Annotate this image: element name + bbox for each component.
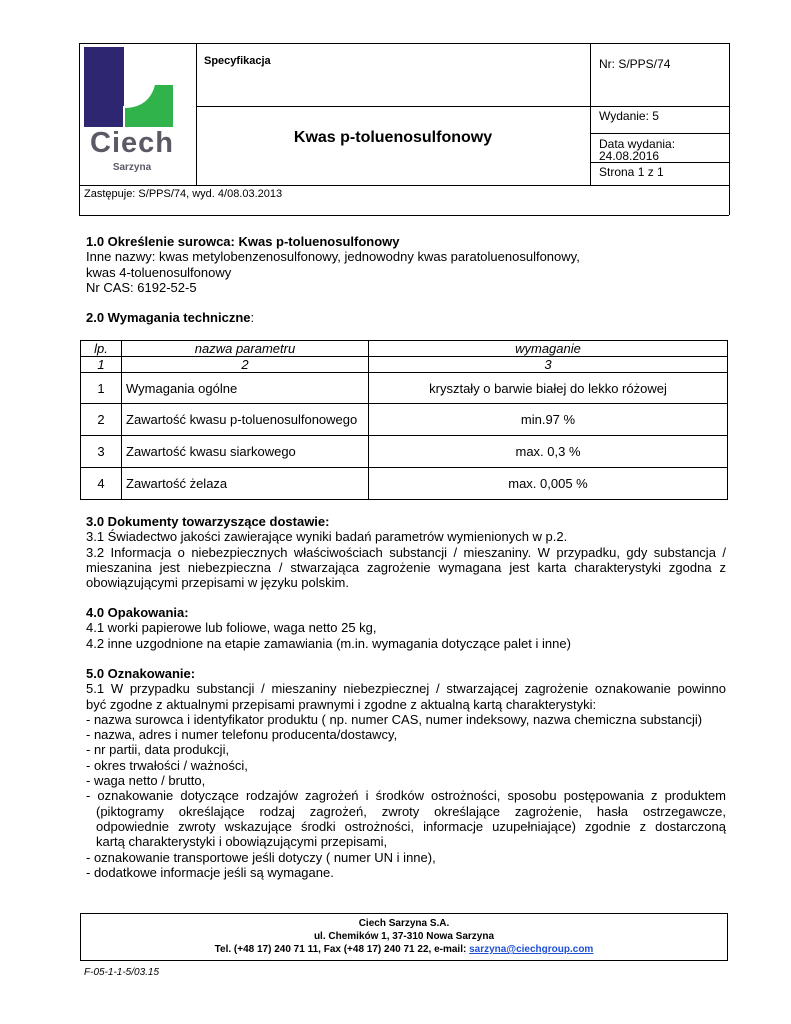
section-1 xyxy=(86,234,726,295)
section-5 xyxy=(86,666,726,880)
cell-requirement: kryształy o barwie białej do lekko różowej xyxy=(369,373,728,404)
header-lp: lp. xyxy=(81,341,122,357)
section-4-line: 4.1 worki papierowe lub foliowe, waga netto 25 kg, xyxy=(86,620,377,636)
section-5-line: - okres trwałości / ważności, xyxy=(86,757,248,773)
requirements-table xyxy=(80,340,728,500)
logo-subtext: Sarzyna xyxy=(112,162,152,173)
table-header-row xyxy=(81,341,728,357)
colnum: 3 xyxy=(369,357,728,373)
section-4-line: 4.2 inne uzgodnione na etapie zamawiania (m.in. wymagania dotyczące palet i inne) xyxy=(86,635,571,651)
footer-address: ul. Chemików 1, 37-310 Nowa Sarzyna xyxy=(313,931,495,942)
section-1-line: Nr CAS: 6192-52-5 xyxy=(86,279,197,295)
section-4 xyxy=(86,605,726,651)
colnum: 2 xyxy=(122,357,369,373)
section-2-heading-colon: : xyxy=(250,310,255,325)
footer-email-link[interactable]: sarzyna@ciechgroup.com xyxy=(469,944,594,955)
section-5-line: kartą charakterystyki i obowiązującymi przepisami, xyxy=(96,834,388,850)
section-1-heading: 1.0 Określenie surowca: Kwas p-toluenosulfonowy xyxy=(86,234,400,249)
section-3 xyxy=(86,514,726,590)
section-5-line: być zgodne z aktualnymi przepisami prawnymi i zgodne z aktualną kartą charakterystyki: xyxy=(86,696,597,712)
header-requirement: wymaganie xyxy=(369,341,728,357)
section-5-line: (piktogramy określające rodzaj zagrożeń, zwroty określające zagrożenie, hasła ostrzegawcze, xyxy=(96,803,726,819)
section-5-line: - nazwa surowca i identyfikator produktu ( np. numer CAS, numer indeksowy, nazwa chemiczna substancji) xyxy=(86,711,703,727)
issue-date-label: Data wydania: xyxy=(599,137,676,151)
form-code: F-05-1-1-5/03.15 xyxy=(84,967,160,978)
cell-lp: 3 xyxy=(81,436,122,468)
section-2-heading-row xyxy=(86,310,726,325)
company-logo xyxy=(82,45,192,183)
table-row xyxy=(81,373,728,404)
section-5-line: 5.1 W przypadku substancji / mieszaniny niebezpiecznej / stwarzającej zagrożenie oznakowanie powinno xyxy=(86,681,726,697)
section-5-heading: 5.0 Oznakowanie: xyxy=(86,666,196,681)
section-5-line: - dodatkowe informacje jeśli są wymagane. xyxy=(86,864,334,880)
logo-text: Ciech xyxy=(90,127,174,159)
section-5-line: - oznakowanie dotyczące rodzajów zagrożeń i środków ostrożności, sposobu postępowania z produktem xyxy=(86,788,726,804)
cell-parameter: Zawartość kwasu siarkowego xyxy=(122,436,369,468)
section-5-line: - waga netto / brutto, xyxy=(86,773,206,789)
cell-parameter: Wymagania ogólne xyxy=(122,373,369,404)
cell-lp: 4 xyxy=(81,468,122,500)
edition: Wydanie: 5 xyxy=(599,109,659,123)
replaces-note: Zastępuje: S/PPS/74, wyd. 4/08.03.2013 xyxy=(84,188,283,200)
cell-parameter: Zawartość żelaza xyxy=(122,468,369,500)
footer-contact-line xyxy=(81,943,727,956)
section-3-line: 3.2 Informacja o niebezpiecznych właściwościach substancji / mieszaniny. W przypadku, gdy substancja / xyxy=(86,544,726,560)
section-1-line: Inne nazwy: kwas metylobenzenosulfonowy, jednowodny kwas paratoluenosulfonowy, xyxy=(86,249,580,265)
section-5-line: - nazwa, adres i numer telefonu producenta/dostawcy, xyxy=(86,727,398,743)
section-4-heading: 4.0 Opakowania: xyxy=(86,605,189,620)
page-info: Strona 1 z 1 xyxy=(599,165,664,179)
table-colnum-row xyxy=(81,357,728,373)
section-3-line: mieszanina jest niebezpieczna / stwarzająca zagrożenie wymagana jest karta charakterystyki zgodna z xyxy=(86,559,726,575)
doc-number: Nr: S/PPS/74 xyxy=(599,57,671,71)
section-3-line: obowiązującymi przepisami w języku polskim. xyxy=(86,575,349,591)
section-5-line: odpowiednie zwroty wskazujące środki ostrożności, informacje uzupełniające) zgodnie z dostarczoną xyxy=(96,818,726,834)
footer-contact: Tel. (+48 17) 240 71 11, Fax (+48 17) 240 71 22, e-mail: xyxy=(214,944,470,955)
cell-requirement: max. 0,005 % xyxy=(369,468,728,500)
footer-company: Ciech Sarzyna S.A. xyxy=(358,918,450,929)
footer-box xyxy=(80,913,728,961)
section-3-line: 3.1 Świadectwo jakości zawierające wyniki badań parametrów wymienionych w p.2. xyxy=(86,529,568,545)
issue-date: 24.08.2016 xyxy=(599,149,660,163)
cell-requirement: max. 0,3 % xyxy=(369,436,728,468)
table-row xyxy=(81,468,728,500)
section-1-line: kwas 4-toluenosulfonowy xyxy=(86,264,232,280)
cell-lp: 2 xyxy=(81,404,122,436)
spec-label: Specyfikacja xyxy=(204,55,271,67)
section-3-heading: 3.0 Dokumenty towarzyszące dostawie: xyxy=(86,514,330,529)
cell-lp: 1 xyxy=(81,373,122,404)
cell-requirement: min.97 % xyxy=(369,404,728,436)
cell-parameter: Zawartość kwasu p-toluenosulfonowego xyxy=(122,404,369,436)
section-2-heading: 2.0 Wymagania techniczne xyxy=(86,310,251,325)
section-5-line: - nr partii, data produkcji, xyxy=(86,742,230,758)
header-parameter: nazwa parametru xyxy=(122,341,369,357)
doc-title: Kwas p-toluenosulfonowy xyxy=(293,129,493,146)
table-row xyxy=(81,404,728,436)
table-row xyxy=(81,436,728,468)
section-5-line: - oznakowanie transportowe jeśli dotyczy ( numer UN i inne), xyxy=(86,849,436,865)
colnum: 1 xyxy=(81,357,122,373)
